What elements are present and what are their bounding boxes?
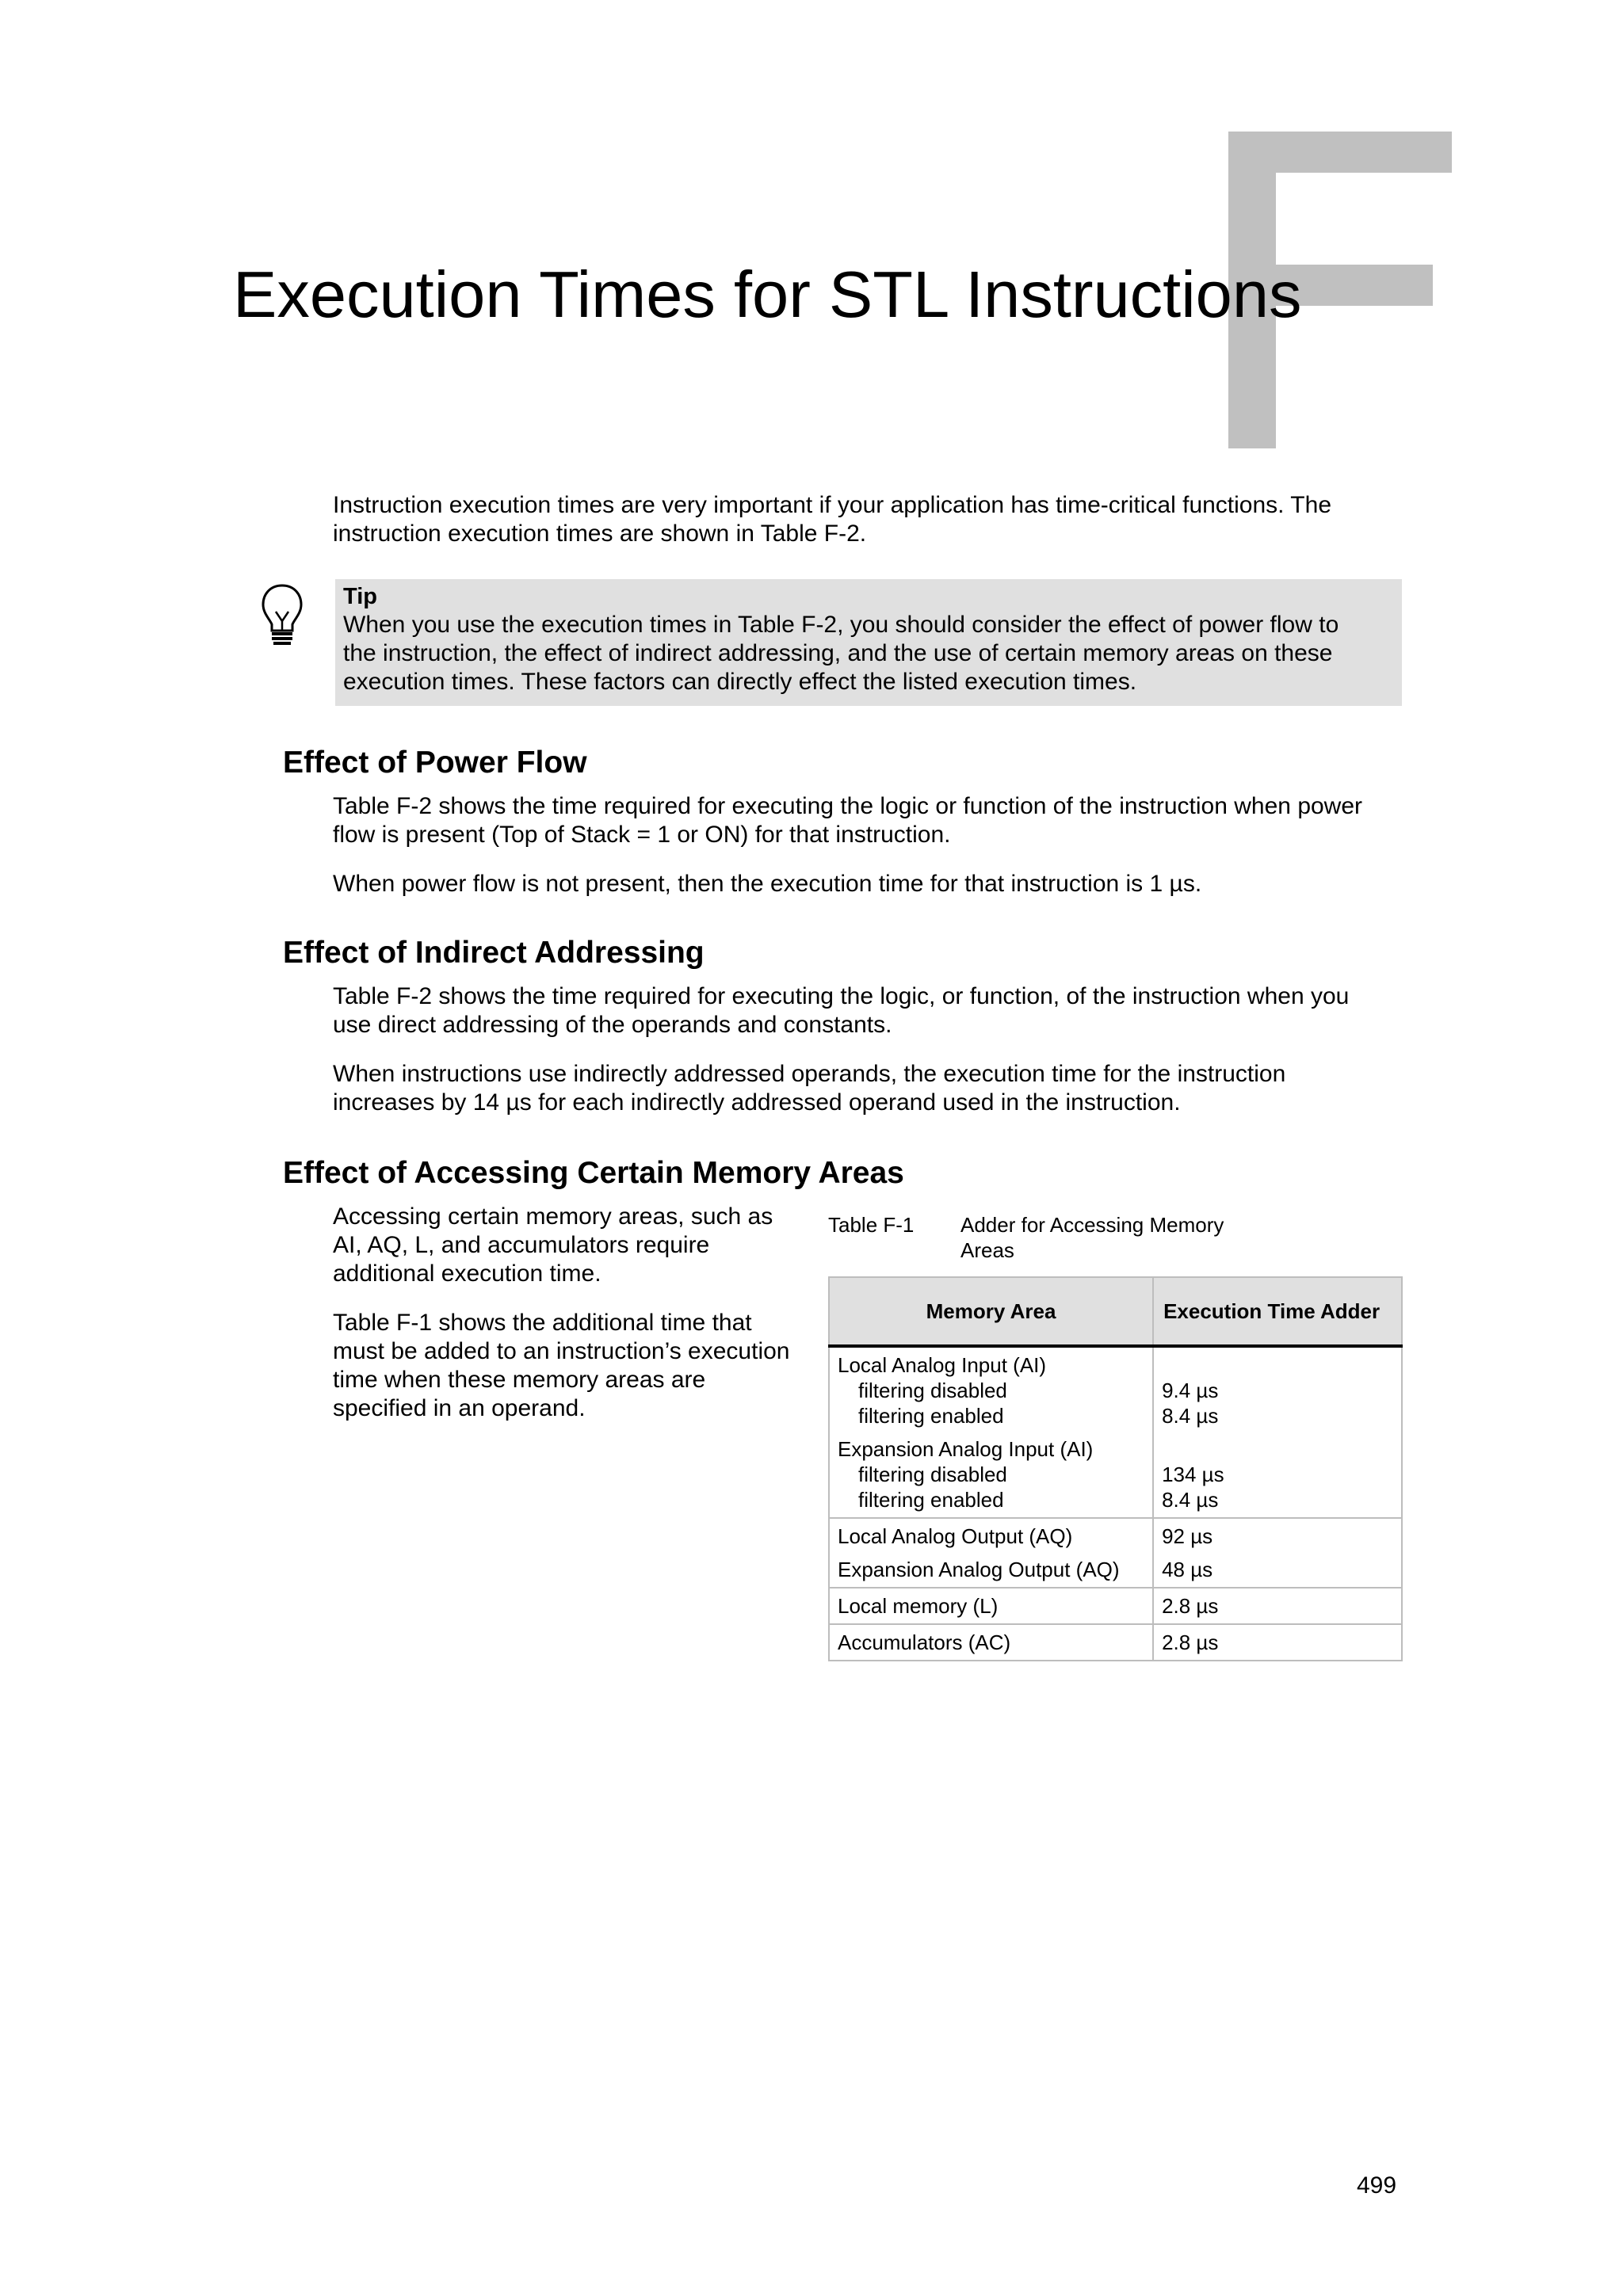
power-flow-paragraph — [333, 792, 1411, 849]
area-label: Expansion Analog Output (AQ) — [838, 1558, 1120, 1581]
lightbulb-icon — [260, 583, 304, 648]
memory-area-cell: Local memory (L) — [829, 1588, 1153, 1624]
paragraph-line: Table F-2 shows the time required for executing the logic, or function, of the instruction when you — [333, 983, 1350, 1009]
execution-time-cell: 2.8 µs — [1153, 1624, 1402, 1661]
time-value: 8.4 µs — [1162, 1404, 1219, 1428]
table-caption-line: Areas — [960, 1238, 1014, 1262]
table-caption — [960, 1212, 1224, 1263]
table-row — [829, 1346, 1402, 1518]
tip-line: execution times. These factors can directly effect the listed execution times. — [343, 669, 1137, 695]
table-number: Table F-1 — [828, 1213, 915, 1237]
table-row — [829, 1624, 1402, 1661]
table-row — [829, 1588, 1402, 1624]
tip-line: the instruction, the effect of indirect addressing, and the use of certain memory areas on these — [343, 640, 1333, 666]
indirect-addressing-paragraph — [333, 1060, 1411, 1117]
area-label: Expansion Analog Input (AI) — [838, 1437, 1094, 1461]
paragraph-line: flow is present (Top of Stack = 1 or ON) for that instruction. — [333, 822, 951, 848]
paragraph-line: increases by 14 µs for each indirectly addressed operand used in the instruction. — [333, 1089, 1181, 1116]
area-label: Local Analog Output (AQ) — [838, 1524, 1073, 1548]
paragraph-line: use direct addressing of the operands and constants. — [333, 1012, 892, 1038]
column-header-memory-area: Memory Area — [829, 1277, 1153, 1346]
table-caption-line: Adder for Accessing Memory — [960, 1213, 1224, 1237]
section-heading-indirect-addressing: Effect of Indirect Addressing — [283, 936, 705, 970]
memory-areas-paragraph — [333, 1309, 808, 1423]
table-header-row — [829, 1277, 1402, 1346]
paragraph-line: additional execution time. — [333, 1261, 601, 1287]
memory-area-cell: Accumulators (AC) — [829, 1624, 1153, 1661]
page-title: Execution Times for STL Instructions — [233, 257, 1302, 331]
time-value: 48 µs — [1162, 1558, 1213, 1581]
execution-time-cell — [1153, 1518, 1402, 1588]
paragraph-line: AI, AQ, L, and accumulators require — [333, 1232, 710, 1258]
indirect-addressing-paragraph — [333, 982, 1411, 1039]
memory-area-adder-table — [828, 1276, 1403, 1661]
paragraph-line: Table F-2 shows the time required for executing the logic or function of the instruction when power — [333, 793, 1363, 819]
paragraph-line: When power flow is not present, then the execution time for that instruction is 1 µs. — [333, 871, 1202, 897]
memory-area-cell — [829, 1518, 1153, 1588]
tip-title: Tip — [343, 584, 377, 609]
paragraph-line: specified in an operand. — [333, 1395, 586, 1421]
memory-areas-paragraph — [333, 1203, 808, 1288]
section-heading-memory-areas: Effect of Accessing Certain Memory Areas — [283, 1156, 904, 1190]
page-number: 499 — [1357, 2172, 1397, 2199]
column-header-execution-time-adder: Execution Time Adder — [1153, 1277, 1402, 1346]
time-value: 8.4 µs — [1162, 1488, 1219, 1512]
table-row — [829, 1518, 1402, 1588]
tip-line: When you use the execution times in Table F-2, you should consider the effect of power flow to — [343, 612, 1339, 638]
paragraph-line: Accessing certain memory areas, such as — [333, 1203, 773, 1230]
area-sublabel: filtering enabled — [858, 1404, 1004, 1428]
time-value: 9.4 µs — [1162, 1379, 1219, 1402]
power-flow-paragraph — [333, 870, 1411, 898]
memory-area-cell — [829, 1346, 1153, 1518]
time-value: 92 µs — [1162, 1524, 1213, 1548]
time-value — [1162, 1436, 1393, 1462]
paragraph-line: time when these memory areas are — [333, 1367, 706, 1393]
tip-box — [335, 579, 1402, 706]
area-sublabel: filtering disabled — [858, 1379, 1007, 1402]
paragraph-line: Table F-1 shows the additional time that — [333, 1310, 752, 1336]
paragraph-line: must be added to an instruction’s execution — [333, 1338, 790, 1364]
section-heading-power-flow: Effect of Power Flow — [283, 746, 587, 780]
execution-time-cell: 2.8 µs — [1153, 1588, 1402, 1624]
intro-paragraph — [333, 491, 1411, 548]
area-sublabel: filtering enabled — [858, 1488, 1004, 1512]
time-value: 134 µs — [1162, 1463, 1224, 1486]
area-label: Local Analog Input (AI) — [838, 1353, 1047, 1377]
area-sublabel: filtering disabled — [858, 1463, 1007, 1486]
time-value — [1162, 1352, 1393, 1378]
intro-line: instruction execution times are shown in Table F-2. — [333, 521, 867, 547]
intro-line: Instruction execution times are very important if your application has time-critical functions. The — [333, 492, 1331, 518]
execution-time-cell — [1153, 1346, 1402, 1518]
paragraph-line: When instructions use indirectly addressed operands, the execution time for the instruction — [333, 1061, 1286, 1087]
